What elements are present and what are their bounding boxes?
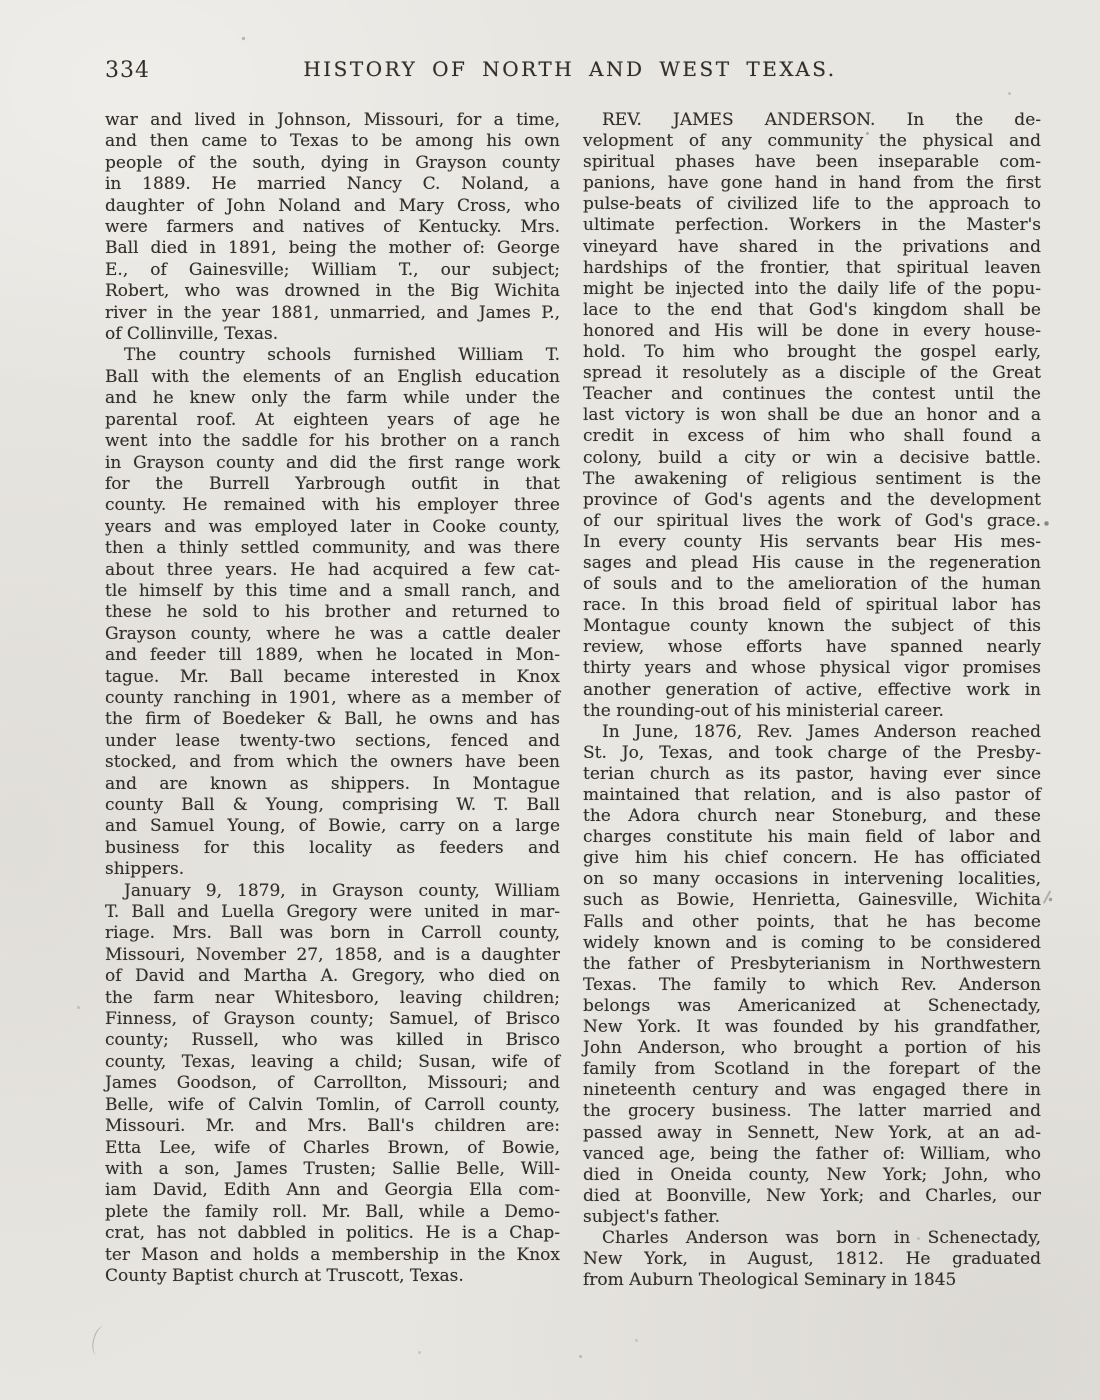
text-line: Texas. The family to which Rev. Anderson [583,974,1041,995]
text-line: and Samuel Young, of Bowie, carry on a large [105,816,560,837]
text-line: river in the year 1881, unmarried, and James P., [105,302,560,323]
text-line: ter Mason and holds a membership in the Knox [105,1244,560,1265]
text-line: then a thinly settled community, and was there [105,538,560,559]
text-line: New York, in August, 1812. He graduated [583,1249,1041,1270]
text-line: maintained that relation, and is also pastor of [583,785,1041,805]
text-line: died at Boonville, New York; and Charles, our [583,1185,1041,1206]
text-line: of souls and to the amelioration of the human [583,574,1041,595]
text-line: Etta Lee, wife of Charles Brown, of Bowie, [105,1137,560,1158]
text-line: daughter of John Noland and Mary Cross, who [105,195,560,216]
text-line: REV. JAMES ANDERSON. In the de- [602,110,1041,130]
text-line: county, Texas, leaving a child; Susan, wife of [105,1051,560,1072]
text-line: vineyard have shared in the privations and [583,236,1041,257]
text-line: Teacher and continues the contest until the [583,384,1041,405]
text-line: and feeder till 1889, when he located in Mon- [105,645,560,666]
text-line: business for this locality as feeders and [105,837,560,858]
text-line: colony, build a city or win a decisive battle. [583,447,1041,468]
text-line: these he sold to his brother and returned to [105,602,560,623]
text-line: crat, has not dabbled in politics. He is a Chap- [105,1223,560,1244]
pencil-mark-artifact [90,1325,112,1358]
text-line: the Adora church near Stoneburg, and these [583,806,1041,827]
text-line: Missouri, November 27, 1858, and is a daughter [105,944,560,965]
text-line: might be injected into the daily life of the popu- [583,278,1041,299]
text-column-left [105,110,560,1287]
text-line: of David and Martha A. Gregory, who died on [105,966,560,987]
text-line: county; Russell, who was killed in Brisco [105,1030,560,1051]
text-line: parental roof. At eighteen years of age he [105,409,560,430]
text-line: died in Oneida county, New York; John, who [583,1164,1041,1185]
scan-speck-artifacts [0,0,1,1]
text-line: hold. To him who brought the gospel early, [583,342,1041,363]
text-line: Grayson county, where he was a cattle dealer [105,623,560,644]
text-line: Missouri. Mr. and Mrs. Ball's children are: [105,1116,560,1137]
text-line: of Collinville, Texas. [105,324,279,345]
text-line: shippers. [105,859,185,880]
text-line: James Goodson, of Carrollton, Missouri; and [105,1073,560,1094]
text-line: The awakening of religious sentiment is the [583,468,1041,489]
text-line: New York. It was founded by his grandfather, [583,1017,1041,1038]
text-line: County Baptist church at Truscott, Texas. [105,1265,464,1286]
text-line: credit in excess of him who shall found a [583,426,1041,447]
text-line: subject's father. [583,1206,720,1227]
text-line: Belle, wife of Calvin Tomlin, of Carroll county, [105,1094,560,1115]
text-line: the farm near Whitesboro, leaving children; [105,987,560,1008]
paragraph [105,345,560,880]
text-line: the father of Presbyterianism in Northwestern [583,953,1041,974]
paragraph [583,722,1041,1228]
text-line: with a son, James Trusten; Sallie Belle, Will- [105,1158,560,1179]
text-line: Ball died in 1891, being the mother of: George [105,238,560,259]
text-line: tle himself by this time and a small ranch, and [105,580,560,601]
paragraph [583,110,1041,722]
text-line: terian church as its pastor, having ever since [583,763,1041,784]
text-line: honored and His will be done in every house- [583,320,1041,341]
text-line: on so many occasions in intervening localities, [583,869,1041,890]
text-line: panions, have gone hand in hand from the first [583,173,1041,194]
text-line: iam David, Edith Ann and Georgia Ella com- [105,1180,560,1201]
text-line: nineteenth century and was engaged there in [583,1080,1041,1101]
text-line: vanced age, being the father of: William, who [583,1143,1041,1164]
text-line: lace to the end that God's kingdom shall be [583,299,1041,320]
text-line: Falls and other points, that he has become [583,911,1041,932]
text-line: belongs was Americanized at Schenectady, [583,995,1041,1016]
text-line: went into the saddle for his brother on a ranch [105,431,560,452]
text-line: T. Ball and Luella Gregory were united in mar- [105,902,560,923]
text-line: last victory is won shall be due an honor and a [583,405,1041,426]
text-line: province of God's agents and the development [583,489,1041,510]
text-line: for the Burrell Yarbrough outfit in that [105,473,560,494]
text-line: thirty years and whose physical vigor promises [583,658,1041,679]
text-line: under lease twenty-two sections, fenced and [105,730,560,751]
text-line: St. Jo, Texas, and took charge of the Presby- [583,742,1041,763]
text-line: the grocery business. The latter married and [583,1101,1041,1122]
text-line: give him his chief concern. He has officiated [583,848,1041,869]
text-line: pulse-beats of civilized life to the approach to [583,194,1041,215]
text-line: from Auburn Theological Seminary in 1845 [583,1270,957,1291]
text-line: people of the south, dying in Grayson county [105,152,560,173]
text-line: review, whose efforts have spanned nearly [583,637,1041,658]
text-line: in 1889. He married Nancy C. Noland, a [105,174,560,195]
text-line: Robert, who was drowned in the Big Wichita [105,281,560,302]
text-line: war and lived in Johnson, Missouri, for a time, [105,110,560,130]
text-line: passed away in Sennett, New York, at an ad- [583,1122,1041,1143]
text-line: race. In this broad field of spiritual labor has [583,595,1041,616]
text-line: and are known as shippers. In Montague [105,773,560,794]
text-line: spiritual phases have been inseparable com- [583,152,1041,173]
text-line: sages and plead His cause in the regeneration [583,552,1041,573]
paragraph [105,881,560,1288]
text-line: widely known and is coming to be considered [583,932,1041,953]
text-line: in Grayson county and did the first range work [105,452,560,473]
text-line: county. He remained with his employer three [105,495,560,516]
paragraph [583,1228,1041,1291]
text-line: John Anderson, who brought a portion of his [583,1038,1041,1059]
text-line: hardships of the frontier, that spiritual leaven [583,257,1041,278]
text-line: January 9, 1879, in Grayson county, William [124,880,560,901]
page-header: HISTORY OF NORTH AND WEST TEXAS. [303,57,837,81]
paragraph [105,110,560,345]
text-line: the rounding-out of his ministerial career. [583,700,944,721]
text-line: family from Scotland in the forepart of the [583,1059,1041,1080]
text-line: the firm of Boedeker & Ball, he owns and has [105,709,560,730]
text-line: county ranching in 1901, where as a member of [105,687,560,708]
text-line: ultimate perfection. Workers in the Master's [583,215,1041,236]
text-line: years and was employed later in Cooke county, [105,516,560,537]
text-line: plete the family roll. Mr. Ball, while a Demo- [105,1201,560,1222]
text-line: another generation of active, effective work in [583,679,1041,700]
text-line: and then came to Texas to be among his own [105,131,560,152]
text-line: such as Bowie, Henrietta, Gainesville, Wichita [583,890,1041,911]
text-line: In June, 1876, Rev. James Anderson reached [602,721,1041,742]
text-line: stocked, and from which the owners have been [105,752,560,773]
text-line: tague. Mr. Ball became interested in Knox [105,666,560,687]
text-line: were farmers and natives of Kentucky. Mrs. [105,217,560,238]
text-line: county Ball & Young, comprising W. T. Ball [105,795,560,815]
text-line: The country schools furnished William T. [124,345,560,366]
page-number: 334 [105,58,150,83]
text-line: about three years. He had acquired a few cat- [105,559,560,580]
text-line: charges constitute his main field of labor and [583,827,1041,848]
text-line: spread it resolutely as a disciple of the Great [583,363,1041,384]
text-line: Ball with the elements of an English education [105,366,560,387]
text-line: E., of Gainesville; William T., our subject; [105,259,560,280]
text-column-right [583,110,1041,1291]
text-line: In every county His servants bear His mes- [583,531,1041,552]
text-line: velopment of any community the physical and [583,131,1041,152]
text-line: Montague county known the subject of this [583,616,1041,637]
text-line: and he knew only the farm while under the [105,388,560,409]
text-line: Finness, of Grayson county; Samuel, of Brisco [105,1009,560,1030]
text-line: Charles Anderson was born in Schenectady, [602,1227,1041,1248]
text-line: riage. Mrs. Ball was born in Carroll county, [105,923,560,944]
text-line: of our spiritual lives the work of God's grace. [583,510,1041,531]
slash-mark-artifact [1043,890,1051,903]
